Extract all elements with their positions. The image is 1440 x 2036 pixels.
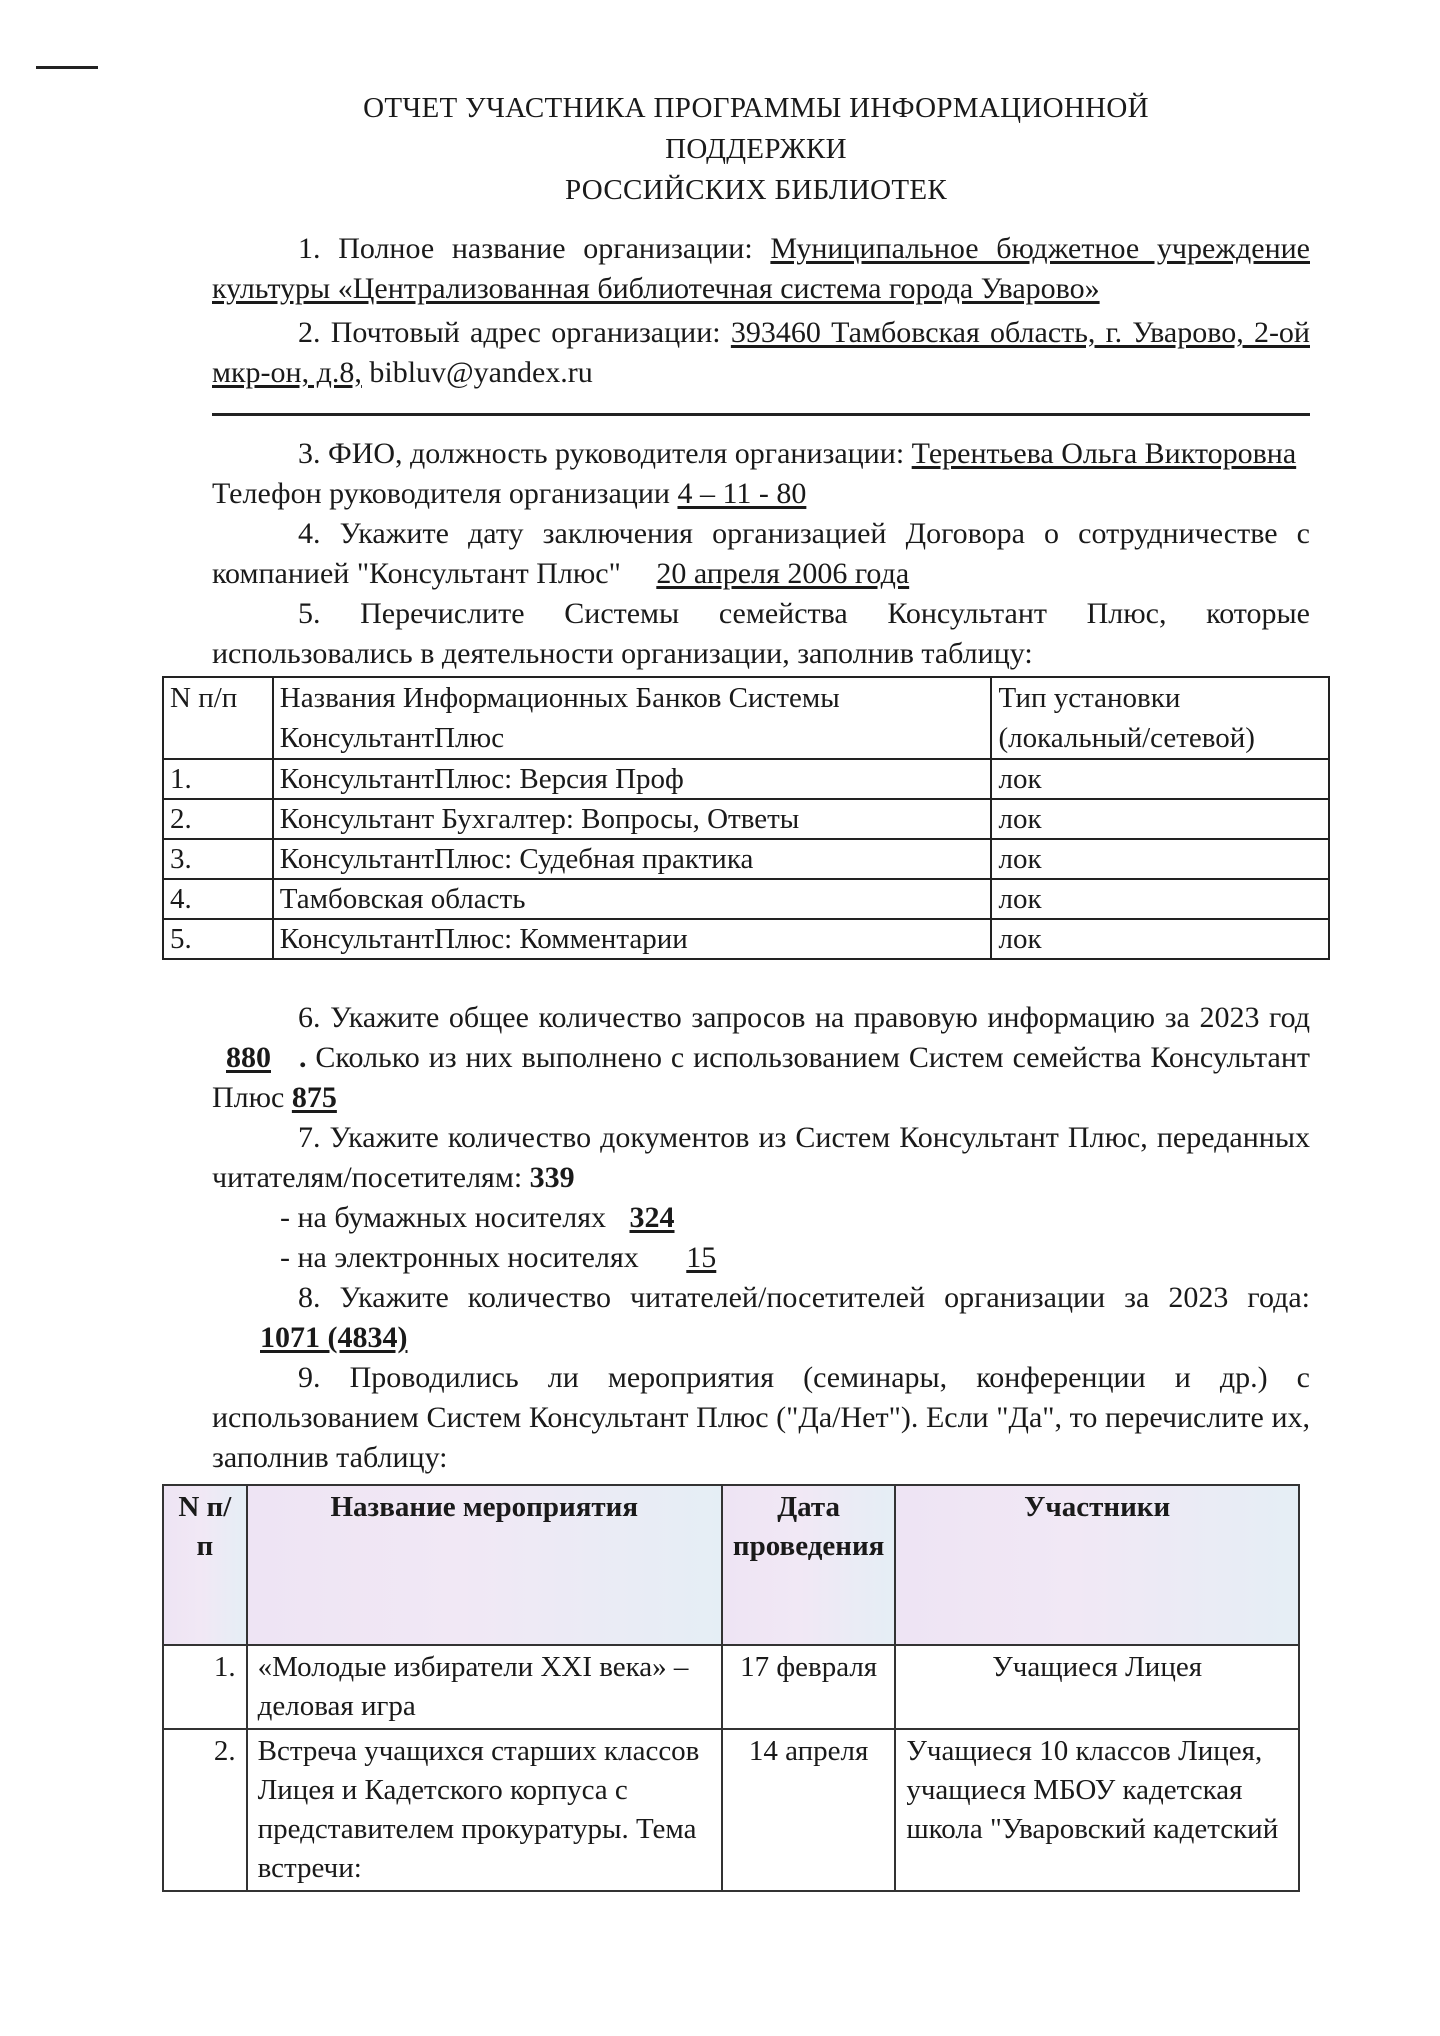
item-4 xyxy=(212,514,1310,594)
report-title xyxy=(202,88,1310,211)
director-name: Терентьева Ольга Викторовна xyxy=(911,437,1297,470)
phone-value: 4 – 11 - 80 xyxy=(677,477,807,510)
cell-number: 2. xyxy=(163,1729,247,1891)
cell-bank-name: Тамбовская область xyxy=(273,879,992,919)
item-1-label: 1. Полное название организации: xyxy=(298,232,753,265)
divider-line xyxy=(212,413,1310,416)
item-4-label: 4. Укажите дату заключения организацией Договора о сотрудничестве с компанией "Консультант Плюс" xyxy=(212,517,1310,590)
item-1 xyxy=(212,229,1310,309)
paper-label: - на бумажных носителях xyxy=(280,1201,606,1234)
paper-line xyxy=(212,1198,1310,1238)
cell-number: 3. xyxy=(163,839,273,879)
electronic-label: - на электронных носителях xyxy=(280,1241,639,1274)
cell-bank-name: КонсультантПлюс: Версия Проф xyxy=(273,759,992,799)
cell-install-type: лок xyxy=(991,839,1329,879)
electronic-line xyxy=(212,1238,1310,1278)
table-row xyxy=(163,1645,1299,1729)
cell-number: 1. xyxy=(163,759,273,799)
total-requests: 880 xyxy=(226,1041,271,1074)
paper-value: 324 xyxy=(629,1201,675,1234)
header-cell: Участники xyxy=(895,1485,1299,1645)
cell-event-date: 17 февраля xyxy=(722,1645,895,1729)
visitors-count: 1071 (4834) xyxy=(260,1321,408,1354)
systems-table-header xyxy=(163,677,1329,759)
item-2 xyxy=(212,313,1310,393)
title-line-3: РОССИЙСКИХ БИБЛИОТЕК xyxy=(564,174,948,206)
cell-event-name: «Молодые избиратели XXI века» – деловая игра xyxy=(247,1645,722,1729)
margin-mark xyxy=(36,66,98,69)
item-7-label: 7. Укажите количество документов из Систем Консультант Плюс, переданных читателям/посетителям: xyxy=(212,1121,1310,1194)
cell-bank-name: Консультант Бухгалтер: Вопросы, Ответы xyxy=(273,799,992,839)
header-cell: Дата проведения xyxy=(722,1485,895,1645)
organization-name: Муниципальное бюджетное учреждение культуры «Централизованная библиотечная система города Уварово» xyxy=(212,232,1310,305)
item-6-label-a: 6. Укажите общее количество запросов на правовую информацию за 2023 год xyxy=(298,1001,1310,1034)
cell-install-type: лок xyxy=(991,759,1329,799)
title-line-2: ПОДДЕРЖКИ xyxy=(665,133,847,165)
cell-install-type: лок xyxy=(991,799,1329,839)
item-8 xyxy=(212,1278,1310,1358)
postal-address: 393460 Тамбовская область, г. Уварово, 2-ой мкр-он, д.8, xyxy=(212,316,1310,389)
table-row xyxy=(163,1729,1299,1891)
table-row xyxy=(163,759,1329,799)
cell-event-date: 14 апреля xyxy=(722,1729,895,1891)
email-address: bibluv@yandex.ru xyxy=(369,356,593,389)
item-6-label-b: Сколько из них выполнено с использованием Систем семейства Консультант Плюс xyxy=(212,1041,1311,1114)
table-row xyxy=(163,839,1329,879)
cell-number: 5. xyxy=(163,919,273,959)
cell-install-type: лок xyxy=(991,919,1329,959)
table-row xyxy=(163,879,1329,919)
item-6: 6. Укажите общее количество запросов на правовую информацию за 2023 год 880 . Сколько из них выполнено с использованием Систем семейства Консультант Плюс 875 xyxy=(212,1001,1311,1114)
item-3-label: 3. ФИО, должность руководителя организации: xyxy=(298,437,905,470)
contract-date: 20 апреля 2006 года xyxy=(656,557,910,590)
consultant-requests: 875 xyxy=(291,1081,337,1114)
cell-install-type: лок xyxy=(991,879,1329,919)
item-8-label: 8. Укажите количество читателей/посетителей организации за 2023 года: xyxy=(298,1281,1310,1314)
table-row xyxy=(163,799,1329,839)
item-5 xyxy=(212,594,1310,674)
item-2-label: 2. Почтовый адрес организации: xyxy=(298,316,721,349)
header-cell: N п/п xyxy=(163,677,273,759)
phone-line xyxy=(212,474,1310,514)
item-9-label: 9. Проводились ли мероприятия (семинары, конференции и др.) с использованием Систем Консультант Плюс ("Да/Нет"). Если "Да", то перечислите их, заполнив таблицу: xyxy=(212,1361,1310,1474)
cell-number: 2. xyxy=(163,799,273,839)
cell-event-name: Встреча учащихся старших классов Лицея и Кадетского корпуса с представителем прокуратуры. Тема встречи: xyxy=(247,1729,722,1891)
item-9 xyxy=(212,1358,1310,1478)
header-cell: Названия Информационных Банков Системы КонсультантПлюс xyxy=(273,677,992,759)
systems-table xyxy=(162,676,1330,960)
cell-bank-name: КонсультантПлюс: Судебная практика xyxy=(273,839,992,879)
cell-participants: Учащиеся 10 классов Лицея, учащиеся МБОУ кадетская школа "Уваровский кадетский xyxy=(895,1729,1299,1891)
electronic-value: 15 xyxy=(686,1241,717,1274)
table-row xyxy=(163,919,1329,959)
events-table xyxy=(162,1484,1300,1892)
title-line-1: ОТЧЕТ УЧАСТНИКА ПРОГРАММЫ ИНФОРМАЦИОННОЙ xyxy=(363,92,1149,124)
documents-total: 339 xyxy=(529,1161,575,1194)
report-page xyxy=(170,88,1311,1892)
cell-number: 1. xyxy=(163,1645,247,1729)
cell-number: 4. xyxy=(163,879,273,919)
item-3 xyxy=(212,434,1310,474)
cell-participants: Учащиеся Лицея xyxy=(895,1645,1299,1729)
header-cell: N п/п xyxy=(163,1485,247,1645)
events-table-header xyxy=(163,1485,1299,1645)
item-5-label: 5. Перечислите Системы семейства Консультант Плюс, которые использовались в деятельности организации, заполнив таблицу: xyxy=(212,597,1310,670)
header-cell: Название мероприятия xyxy=(247,1485,722,1645)
cell-bank-name: КонсультантПлюс: Комментарии xyxy=(273,919,992,959)
header-cell: Тип установки (локальный/сетевой) xyxy=(991,677,1329,759)
item-7 xyxy=(212,1118,1310,1198)
phone-label: Телефон руководителя организации xyxy=(212,477,670,510)
